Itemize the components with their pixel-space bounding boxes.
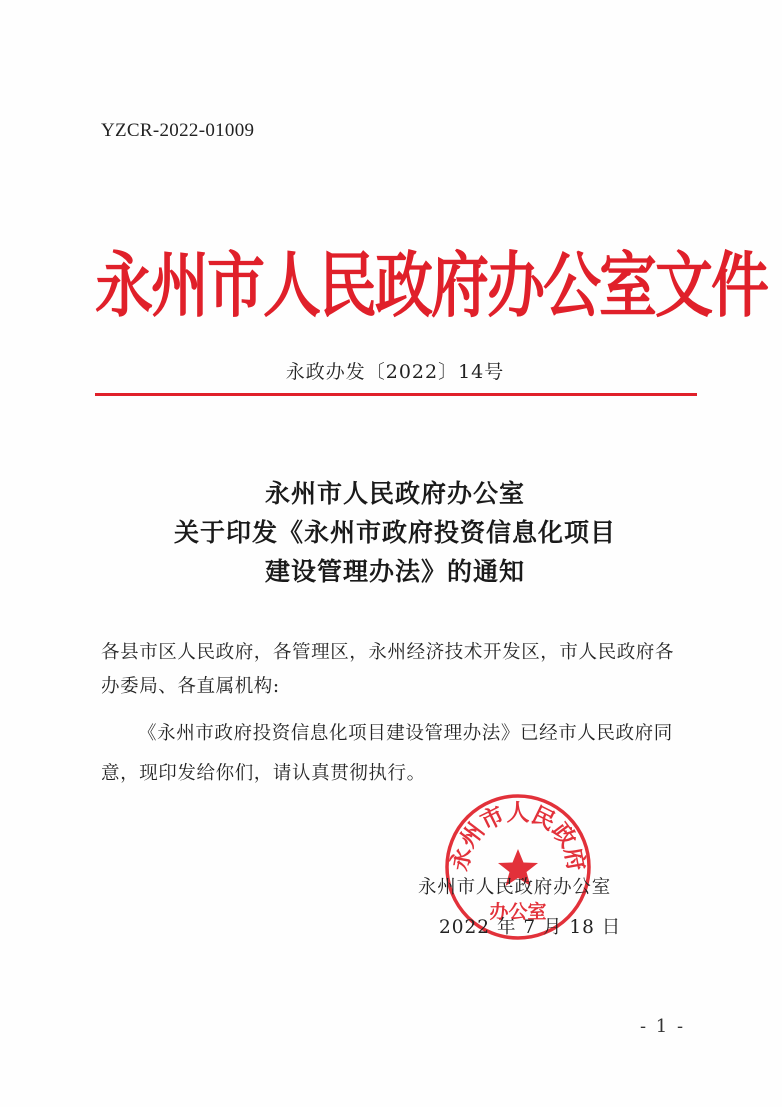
svg-text:办公室: 办公室	[489, 901, 547, 923]
notice-title	[95, 474, 695, 591]
red-divider-rule	[95, 393, 697, 396]
addressee-paragraph: 各县市区人民政府，各管理区，永州经济技术开发区，市人民政府各办委局、各直属机构:	[101, 642, 675, 697]
body-paragraph: 《永州市政府投资信息化项目建设管理办法》已经市人民政府同意，现印发给你们，请认真贯彻执行。	[101, 723, 673, 784]
signing-date: 2022 年 7 月 18 日	[439, 917, 622, 938]
title-line-2: 关于印发《永州市政府投资信息化项目	[173, 518, 616, 547]
title-line-3: 建设管理办法》的通知	[264, 557, 525, 586]
masthead-title: 永州市人民政府办公室文件	[95, 244, 768, 328]
title-line-1: 永州市人民政府办公室	[264, 479, 525, 508]
document-number: 永政办发〔2022〕14号	[285, 361, 505, 383]
signing-authority: 永州市人民政府办公室	[418, 877, 612, 898]
svg-text:永州市人民政府: 永州市人民政府	[446, 799, 590, 874]
page-number: - 1 -	[640, 1016, 686, 1037]
document-code: YZCR-2022-01009	[101, 120, 255, 141]
